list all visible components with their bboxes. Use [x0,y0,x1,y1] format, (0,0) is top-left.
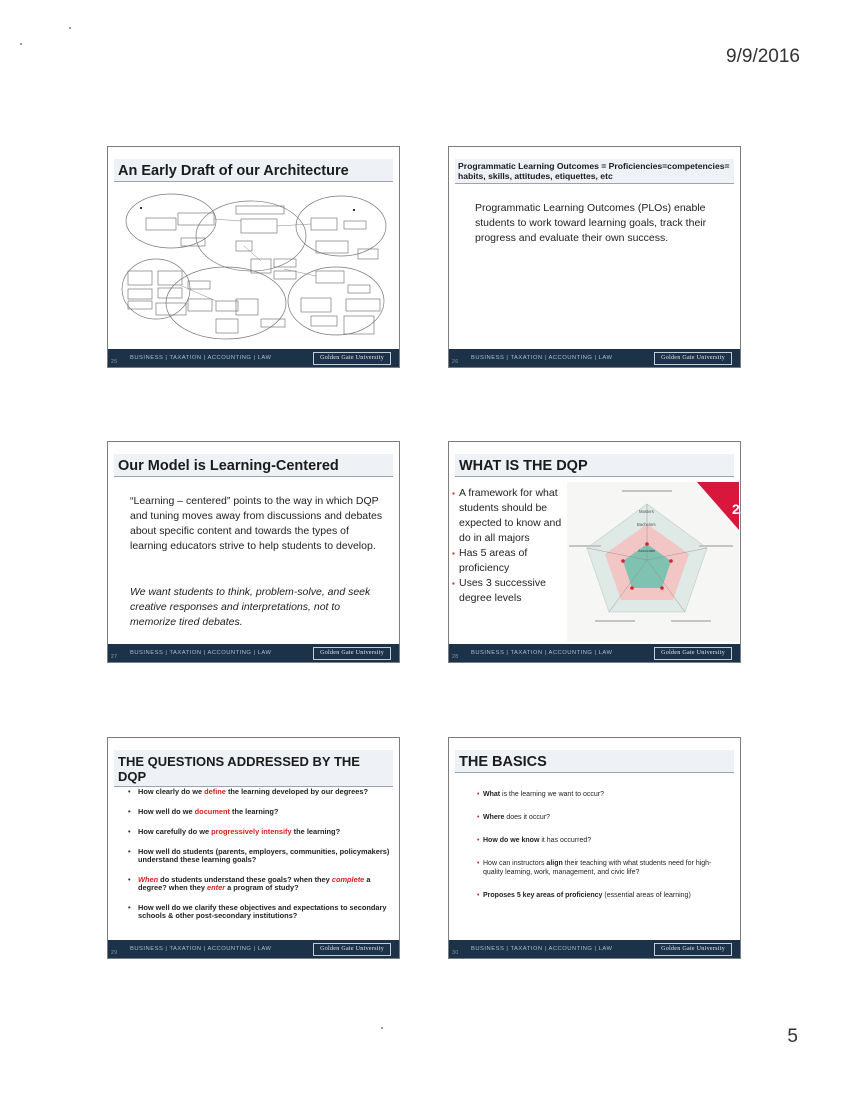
list-item: ▪ Uses 3 successive degree levels [453,576,565,606]
slide-title: Programmatic Learning Outcomes = Proficiencies=competencies= habits, skills, attitudes, etiquettes, etc [455,159,734,184]
slide-number: 28 [452,654,459,660]
list-item: • How do we know it has occurred? [477,836,725,845]
diagram-label-associate: Associate [638,548,656,553]
slide-footer [108,644,399,662]
list-item: • Proposes 5 key areas of proficiency (essential areas of learning) [477,891,725,900]
page-date: 9/9/2016 [726,46,800,67]
slide-number: 26 [452,359,459,365]
slide-footer [108,349,399,367]
svg-text:2.0: 2.0 [732,501,752,517]
list-item: • How carefully do we progressively intensify the learning? [128,828,390,836]
slide-title: THE BASICS [455,750,734,773]
slide-footer [449,349,740,367]
slide-dqp-questions [107,737,400,959]
architecture-diagram [116,191,394,347]
slide-footer [449,644,740,662]
question-list [128,788,390,932]
list-item: • How well do we clarify these objectives and expectations to secondary schools & other post-secondary institutions? [128,904,390,920]
slide-title: THE QUESTIONS ADDRESSED BY THE DQP [114,750,393,787]
scan-speck [20,43,22,45]
slide-what-is-dqp [448,441,752,663]
slide-body: Programmatic Learning Outcomes (PLOs) enable students to work toward learning goals, track their progress and evaluate their own success. [475,202,707,244]
footer-text: BUSINESS | TAXATION | ACCOUNTING | LAW [130,355,272,361]
slide-number: 27 [111,654,118,660]
university-logo: Golden Gate University [313,943,391,956]
list-item: ▪ A framework for what students should be expected to know and do in all majors [453,486,565,546]
list-item: • When do students understand these goals? when they complete a degree? when they enter a program of study? [128,876,390,892]
page-number: 5 [787,1026,798,1047]
slide-title: An Early Draft of our Architecture [114,159,393,182]
slide-footer [108,940,399,958]
list-item: • Where does it occur? [477,813,725,822]
scan-speck [381,1027,383,1029]
list-item: ▪ Has 5 areas of proficiency [453,546,565,576]
slide-architecture [107,146,400,368]
list-item: • How clearly do we define the learning developed by our degrees? [128,788,390,796]
slide-paragraph: “Learning – centered” points to the way in which DQP and tuning moves away from discussions and debates about specific content and towards the types of learning educators strive to help students to develop. [130,495,383,552]
slide-number: 30 [452,950,459,956]
university-logo: Golden Gate University [654,943,732,956]
university-logo: Golden Gate University [654,647,732,660]
footer-text: BUSINESS | TAXATION | ACCOUNTING | LAW [471,355,613,361]
slide-learning-centered [107,441,400,663]
slide-title: Our Model is Learning-Centered [114,454,393,477]
list-item: • How can instructors align their teaching with what students need for high-quality learning, work, management, and civic life? [477,859,725,877]
footer-text: BUSINESS | TAXATION | ACCOUNTING | LAW [471,650,613,656]
slide-number: 25 [111,359,118,365]
footer-text: BUSINESS | TAXATION | ACCOUNTING | LAW [130,650,272,656]
slide-footer [449,940,740,958]
list-item: • How well do we document the learning? [128,808,390,816]
slide-number: 29 [111,950,118,956]
slide-the-basics [448,737,741,959]
university-logo: Golden Gate University [654,352,732,365]
dqp-bullet-list [453,486,565,606]
footer-text: BUSINESS | TAXATION | ACCOUNTING | LAW [130,946,272,952]
list-item: • How well do students (parents, employers, communities, policymakers) understand these learning goals? [128,848,390,864]
slide-title: WHAT IS THE DQP [455,454,734,477]
list-item: • What is the learning we want to occur? [477,790,725,799]
slide-paragraph-italic: We want students to think, problem-solve, and seek creative responses and interpretations, not to memorize tired debates. [130,586,371,628]
slide-plos [448,146,741,368]
diagram-label-bachelors: Bachelors [637,522,656,527]
university-logo: Golden Gate University [313,352,391,365]
diagram-label-masters: Masters [639,509,654,514]
footer-text: BUSINESS | TAXATION | ACCOUNTING | LAW [471,946,613,952]
university-logo: Golden Gate University [313,647,391,660]
basics-list [477,790,725,914]
dqp-pentagon-diagram [567,482,752,642]
scan-speck [69,27,71,29]
